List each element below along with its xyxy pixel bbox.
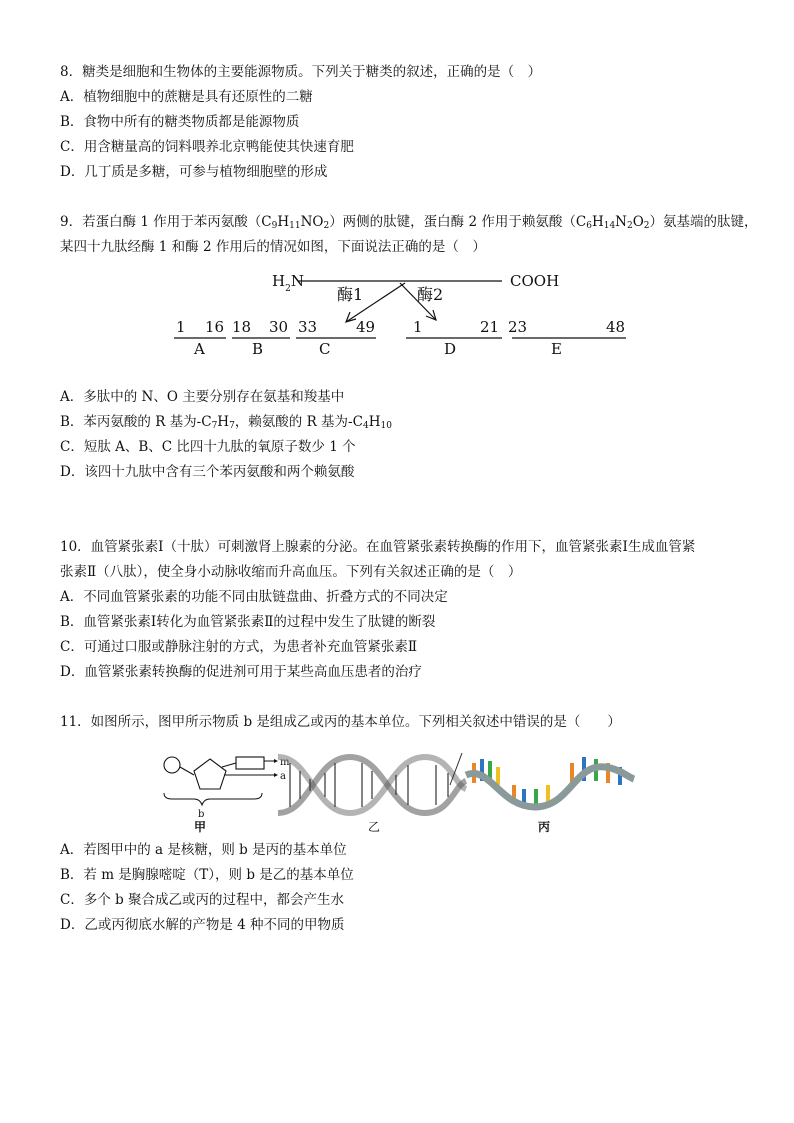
question-11-option-a: A．若图甲中的 a 是核糖，则 b 是丙的基本单位 [60, 842, 347, 858]
rna-single-strand [466, 757, 634, 834]
segment-c-start: 33 [298, 318, 318, 336]
question-11-option-c: C．多个 b 聚合成乙或丙的过程中，都会产生水 [60, 892, 345, 908]
sugar-pentagon [194, 759, 226, 789]
question-11-option-d: D．乙或丙彻底水解的产物是 4 种不同的甲物质 [60, 917, 345, 933]
formula-text: O [632, 214, 644, 230]
subscript: 2 [323, 221, 330, 231]
label-bing: 丙 [538, 820, 551, 834]
segment-a-start: 1 [176, 318, 186, 336]
subscript: 9 [271, 221, 278, 231]
question-8-stem: 8．糖类是细胞和生物体的主要能源物质。下列关于糖类的叙述，正确的是（ ） [60, 64, 542, 80]
segment-b-start: 18 [232, 318, 252, 336]
question-10-option-a: A．不同血管紧张素的功能不同由肽链盘曲、折叠方式的不同决定 [60, 589, 448, 605]
question-9-options [60, 385, 750, 485]
subscript: 11 [289, 221, 301, 231]
segment-d-end: 21 [480, 318, 500, 336]
subscript: 14 [603, 221, 616, 231]
subscript: 7 [211, 421, 218, 431]
question-11-stem: 11．如图所示，图甲所示物质 b 是组成乙或丙的基本单位。下列相关叙述中错误的是（ ） [60, 714, 621, 730]
question-9-stem-line-1 [60, 210, 758, 235]
question-9-option-a: A．多肽中的 N、O 主要分别存在氨基和羧基中 [60, 389, 345, 405]
question-10-option-d: D．血管紧张素转换酶的促进剂可用于某些高血压患者的治疗 [60, 664, 422, 680]
option-text: B．苯丙氨酸的 R 基为-C [60, 414, 212, 430]
stem-text: 9．若蛋白酶 1 作用于苯丙氨酸（C [60, 214, 272, 230]
label-a: a [280, 771, 286, 782]
subscript: 10 [380, 421, 392, 431]
question-11-option-b: B．若 m 是胸腺嘧啶（T），则 b 是乙的基本单位 [60, 867, 354, 883]
enzyme-2-label: 酶2 [417, 285, 444, 304]
question-9-stem-line-2: 某四十九肽经酶 1 和酶 2 作用后的情况如图，下面说法正确的是（ ） [60, 239, 486, 255]
question-8 [60, 60, 750, 185]
formula-text: NO [300, 214, 324, 230]
label-b: b [198, 809, 205, 820]
question-10 [60, 535, 750, 685]
peptide-cleavage-diagram [160, 262, 640, 362]
segment-d-label: D [444, 340, 457, 358]
base-rectangle [236, 757, 264, 769]
question-8-option-b: B．食物中所有的糖类物质都是能源物质 [60, 114, 300, 130]
question-9-option-c: C．短肽 A、B、C 比四十九肽的氧原子数少 1 个 [60, 439, 356, 455]
segment-d-start: 1 [413, 318, 423, 336]
question-10-stem-line-2: 张素Ⅱ（八肽），使全身小动脉收缩而升高血压。下列有关叙述正确的是（ ） [60, 564, 522, 580]
question-9-option-d: D．该四十九肽中含有三个苯丙氨酸和两个赖氨酸 [60, 464, 355, 480]
question-9 [60, 210, 758, 260]
subscript: 2 [643, 221, 650, 231]
formula-text: H [591, 214, 604, 230]
stem-text: ）氨基端的肽键， [649, 214, 758, 230]
segment-c-label: C [319, 340, 331, 358]
formula-text: H [217, 414, 230, 430]
segment-e-end: 48 [606, 318, 626, 336]
segment-b-label: B [252, 340, 264, 358]
h2n-label: $H_2N$ [272, 272, 304, 294]
subscript: 7 [229, 421, 235, 431]
question-8-option-c: C．用含糖量高的饲料喂养北京鸭能使其快速育肥 [60, 139, 354, 155]
question-8-option-d: D．几丁质是多糖，可参与植物细胞壁的形成 [60, 164, 328, 180]
question-10-stem-line-1: 10．血管紧张素Ⅰ（十肽）可刺激肾上腺素的分泌。在血管紧张素转换酶的作用下，血管紧张素Ⅰ生成血管紧 [60, 539, 696, 555]
pointer-arrow [274, 773, 278, 777]
formula-text: N [615, 214, 627, 230]
question-10-option-b: B．血管紧张素Ⅰ转化为血管紧张素Ⅱ的过程中发生了肽键的断裂 [60, 614, 436, 630]
question-8-option-a: A．植物细胞中的蔗糖是具有还原性的二糖 [60, 89, 313, 105]
cooh-label: COOH [510, 272, 560, 290]
nucleotide-figure [150, 745, 650, 835]
dna-double-helix [278, 753, 466, 834]
segment-e-start: 23 [508, 318, 528, 336]
segment-b-end: 30 [269, 318, 289, 336]
segment-c-end: 49 [356, 318, 376, 336]
stem-text: ）两侧的肽键，蛋白酶 2 作用于赖氨酸（C [329, 214, 587, 230]
label-jia: 甲 [194, 820, 207, 834]
bond-line [222, 763, 236, 767]
brace-b [164, 793, 262, 805]
option-text: ，赖氨酸的 R 基为-C [234, 414, 363, 430]
label-yi: 乙 [368, 820, 381, 834]
subscript: 6 [586, 221, 592, 231]
subscript: 2 [626, 221, 633, 231]
segment-a-end: 16 [205, 318, 225, 336]
question-11-options [60, 838, 750, 938]
question-10-option-c: C．可通过口服或静脉注射的方式，为患者补充血管紧张素Ⅱ [60, 639, 418, 655]
bond-line [180, 767, 194, 775]
enzyme-1-label: 酶1 [337, 285, 364, 304]
pointer-arrow [274, 759, 278, 763]
question-9-option-b [60, 410, 750, 435]
segment-e-label: E [551, 340, 562, 358]
phosphate-circle [164, 757, 180, 773]
subscript: 4 [362, 421, 369, 431]
formula-text: H [277, 214, 290, 230]
formula-text: H [368, 414, 381, 430]
segment-a-label: A [194, 340, 205, 358]
label-m: m [280, 757, 290, 768]
question-11 [60, 710, 750, 735]
nucleotide-diagram [164, 757, 290, 834]
